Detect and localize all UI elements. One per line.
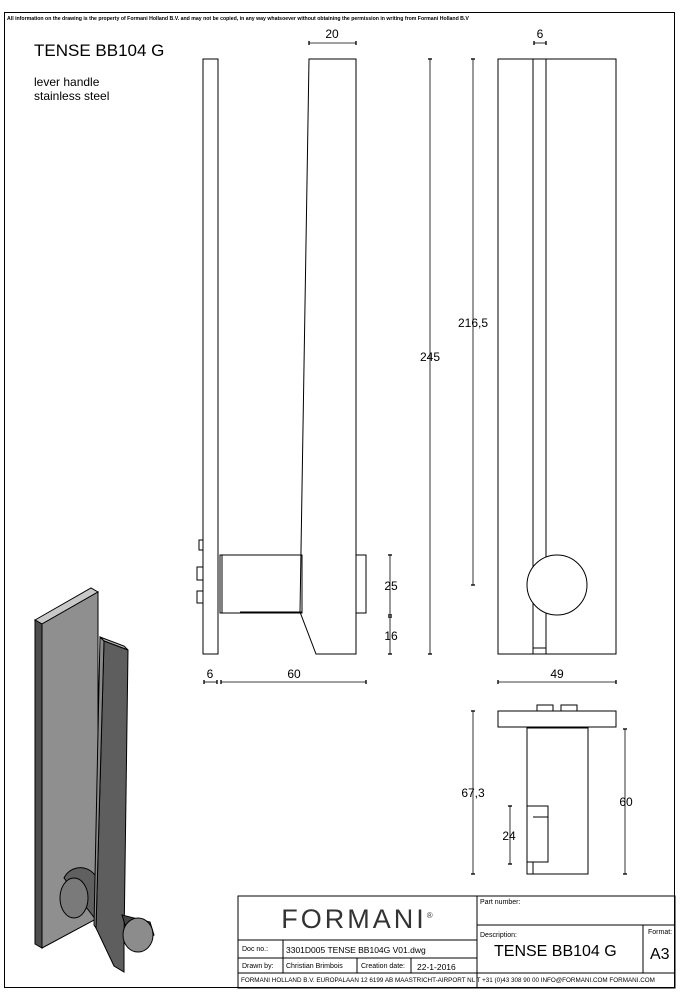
dim-projection: 60	[287, 667, 301, 681]
dim-plan-inner: 24	[502, 829, 516, 843]
creation-date-label: Creation date:	[361, 963, 405, 970]
side-lever-rose	[356, 555, 366, 613]
logo-text: FORMANI	[281, 904, 427, 934]
dim-plan-projection: 60	[619, 795, 633, 809]
doc-no-value: 3301D005 TENSE BB104G V01.dwg	[286, 945, 426, 955]
dim-lower-gap: 16	[384, 629, 398, 643]
side-fixing-2	[197, 567, 203, 580]
product-material: stainless steel	[34, 89, 110, 103]
product-title: TENSE BB104 G	[34, 41, 165, 60]
doc-no-label: Doc no.:	[242, 946, 269, 953]
front-rose	[527, 555, 587, 615]
dimension-lines	[204, 43, 625, 874]
dim-rose-height: 25	[384, 579, 398, 593]
dim-total-height: 245	[419, 350, 441, 364]
side-fixing-3	[197, 591, 203, 603]
plan-lever	[527, 728, 588, 874]
creation-date-value: 22-1-2016	[417, 962, 456, 972]
dimension-labels	[207, 27, 633, 843]
format-value: A3	[650, 946, 670, 963]
formani-logo: FORMANI®	[281, 904, 433, 934]
side-view	[197, 59, 366, 654]
copyright-notice: All information on the drawing is the property of Formani Holland B.V. and may not be copied, in any way whatsoever without obtaining the permission in writing from Formani Holland B.V	[7, 16, 469, 22]
part-number-label: Part number:	[480, 899, 521, 906]
description-value: TENSE BB104 G	[494, 943, 617, 960]
drawn-by-value: Christian Brimbois	[286, 963, 343, 970]
plan-plate	[498, 711, 616, 727]
dim-plan-depth: 67,3	[461, 786, 485, 800]
drawn-by-label: Drawn by:	[242, 963, 274, 970]
product-type: lever handle	[34, 75, 100, 89]
side-backplate	[203, 59, 218, 654]
dim-right-top: 6	[536, 27, 544, 41]
side-lever-profile	[300, 59, 356, 654]
isometric-view	[35, 588, 154, 972]
dim-top-width: 20	[325, 27, 339, 41]
dim-inner-height: 216,5	[457, 316, 489, 330]
format-label: Format:	[648, 929, 673, 936]
side-spindle-rose	[220, 555, 302, 613]
dim-plate-width: 49	[550, 667, 564, 681]
side-fixing-1	[199, 540, 203, 550]
footer-address: FORMANI HOLLAND B.V. EUROPALAAN 12 6199 AB MAASTRICHT-AIRPORT NL T +31 (0)43 308 90 00 INFO@FORMANI.COM FORMANI.COM	[241, 977, 655, 984]
plan-view	[498, 705, 616, 874]
description-label: Description:	[480, 932, 517, 939]
front-view	[498, 59, 616, 654]
dim-plate-thickness: 6	[206, 667, 214, 681]
